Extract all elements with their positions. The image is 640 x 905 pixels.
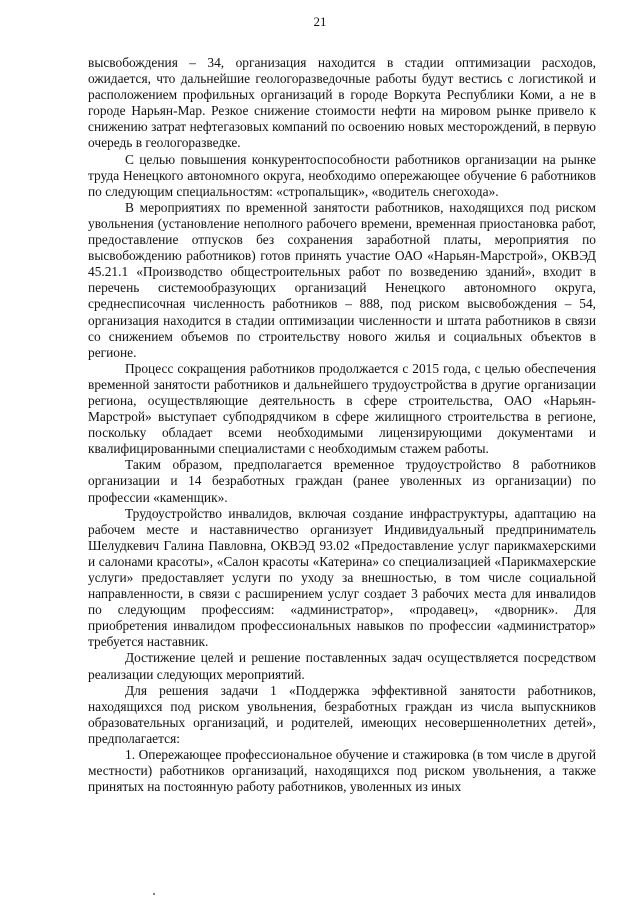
paragraph: 1. Опережающее профессиональное обучение и стажировка (в том числе в другой местности) работников организаций, находящихся под риском увольнения, а также принятых на постоянную работу работников, уволенных из иных — [88, 747, 596, 795]
paragraph: Процесс сокращения работников продолжается с 2015 года, с целью обеспечения временной занятости работников и дальнейшего трудоустройства в другие организации региона, осуществляющие деятельность в сфере строительства, ОАО «Нарьян-Марстрой» выступает субподрядчиком в сфере жилищного строительства в регионе, поскольку обладает всеми необходимыми лицензирующими документами и квалифицированными специалистами с необходимым стажем работы. — [88, 360, 596, 457]
scan-artifact-dot — [153, 893, 155, 895]
paragraph: Для решения задачи 1 «Поддержка эффективной занятости работников, находящихся под риском увольнения, безработных граждан из числа выпускников образовательных организаций, и родителей, имеющих несовершеннолетних детей», предполагается: — [88, 682, 596, 746]
body-text — [88, 55, 596, 795]
paragraph: Таким образом, предполагается временное трудоустройство 8 работников организации и 14 безработных граждан (ранее уволенных из организации) по профессии «каменщик». — [88, 457, 596, 505]
paragraph: В мероприятиях по временной занятости работников, находящихся под риском увольнения (установление неполного рабочего времени, временная приостановка работ, предоставление отпусков без сохранения заработной платы, мероприятия по высвобождению работников) готов принять участие ОАО «Нарьян-Марстрой», ОКВЭД 45.21.1 «Производство общестроительных работ по возведению зданий», входит в перечень системообразующих организаций Ненецкого автономного округа, среднесписочная численность работников – 888, под риском высвобождения – 54, организация находится в стадии оптимизации численности и штата работников в связи со снижением объемов по строительству нового жилья и социальных объектов в регионе. — [88, 199, 596, 360]
paragraph: Трудоустройство инвалидов, включая создание инфраструктуры, адаптацию на рабочем месте и наставничество организует Индивидуальный предприниматель Шелудкевич Галина Павловна, ОКВЭД 93.02 «Предоставление услуг парикмахерскими и салонами красоты», «Салон красоты «Катерина» со специализацией «Парикмахерские услуги» предоставляет услуги по уходу за внешностью, в том числе социальной направленности, в связи с расширением услуг создает 3 рабочих места для инвалидов по следующим профессиям: «администратор», «продавец», «дворник». Для приобретения инвалидом профессиональных навыков по профессии «администратор» требуется наставник. — [88, 505, 596, 650]
page-number: 21 — [313, 14, 327, 29]
paragraph: С целью повышения конкурентоспособности работников организации на рынке труда Ненецкого автономного округа, необходимо опережающее обучение 6 работников по следующим специальностям: «стропальщик», «водитель снегохода». — [88, 151, 596, 199]
paragraph: Достижение целей и решение поставленных задач осуществляется посредством реализации следующих мероприятий. — [88, 650, 596, 682]
paragraph: высвобождения – 34, организация находится в стадии оптимизации расходов, ожидается, что дальнейшие геологоразведочные работы будут вестись с логистикой и расположением профильных организаций в городе Воркута Республики Коми, а не в городе Нарьян-Мар. Резкое снижение стоимости нефти на мировом рынке привело к снижению затрат нефтегазовых компаний по освоению новых месторождений, в первую очередь в геологоразведке. — [88, 55, 596, 151]
